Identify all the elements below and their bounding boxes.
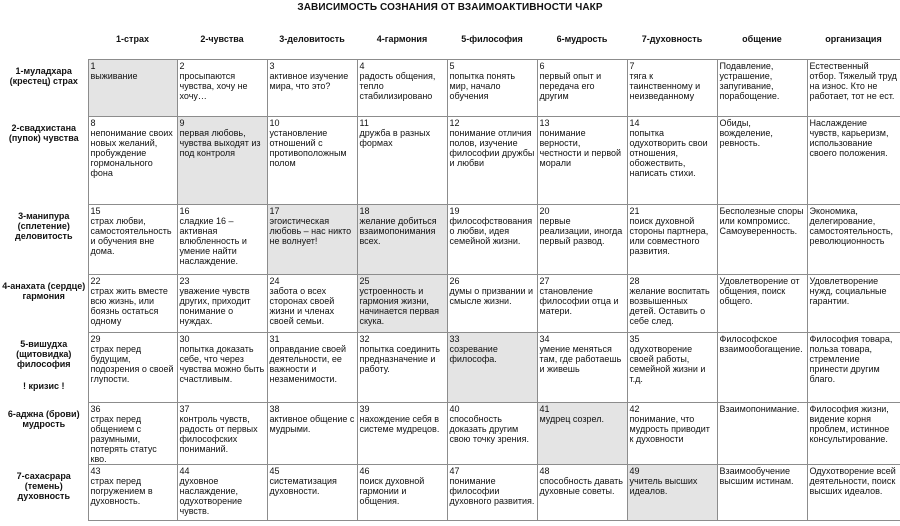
cell-number: 25: [359, 276, 370, 286]
table-cell: [357, 333, 447, 403]
column-header: организация: [825, 34, 882, 44]
column-header: 5-философия: [461, 34, 523, 44]
table-cell: [537, 465, 627, 521]
cell-text: систематизация духовности.: [269, 476, 337, 496]
cell-text: сладкие 16 – активная влюбленность и умение найти наслаждение.: [179, 216, 247, 266]
cell-text: Естественный отбор. Тяжелый труд на износ. Кто не работает, тот не ест.: [809, 61, 897, 101]
table-cell: [357, 205, 447, 275]
table-cell: [537, 117, 627, 205]
table-cell: [177, 465, 267, 521]
cell-text: духовное наслаждение, одухотворение чувств.: [179, 476, 243, 516]
cell-text: страх жить вместе всю жизнь, или боязнь остаться одному: [90, 286, 168, 326]
table-cell: [267, 60, 357, 117]
table-row: [0, 117, 900, 205]
table-cell: [357, 60, 447, 117]
table-cell: [88, 333, 177, 403]
table-cell: [807, 60, 900, 117]
cell-text: понимание отличия полов, изучение философии дружбы и любви: [449, 128, 535, 168]
cell-text: поиск духовной гармонии и общения.: [359, 476, 425, 506]
table-cell: [807, 275, 900, 333]
table-cell: [267, 275, 357, 333]
cell-number: 41: [539, 404, 550, 414]
cell-text: страх любви, самостоятельность и обучения вне дома.: [90, 216, 172, 256]
row-header: [0, 275, 88, 333]
table-cell: [447, 333, 537, 403]
cell-number: 33: [449, 334, 460, 344]
cell-text: попытка доказать себе, что через чувства можно быть счастливым.: [179, 344, 265, 384]
table-cell: [267, 465, 357, 521]
cell-text: Экономика, делегирование, самостоятельность, революционность: [809, 206, 894, 246]
cell-text: способность доказать другим свою точку зрения.: [449, 414, 530, 444]
cell-text: Удовлетворение нужд, социальные гарантии.: [809, 276, 887, 306]
table-cell: [447, 403, 537, 465]
table-cell: [627, 117, 717, 205]
cell-text: страх перед общением с разумными, потерять статус кво.: [90, 414, 157, 464]
cell-number: 40: [449, 404, 460, 414]
table-cell: [357, 275, 447, 333]
cell-number: 47: [449, 466, 460, 476]
row-header-label: 2-свадхистана (пупок) чувства: [8, 122, 79, 143]
table-cell: [88, 117, 177, 205]
row-header: [0, 60, 88, 117]
cell-number: 24: [269, 276, 280, 286]
table-cell: [177, 117, 267, 205]
crisis-label: ! кризис !: [22, 380, 65, 391]
table-cell: [807, 117, 900, 205]
table-cell: [447, 275, 537, 333]
cell-number: 15: [90, 206, 101, 216]
cell-text: философствования о любви, идея семейной жизни.: [449, 216, 533, 246]
cell-text: умение меняться там, где работаешь и живешь: [539, 344, 622, 374]
table-row: [0, 465, 900, 521]
table-row: [0, 60, 900, 117]
row-header-label: 7-сахасрара (темень) духовность: [16, 470, 71, 501]
cell-text: установление отношений с противоположным полом: [269, 128, 347, 168]
cell-number: 21: [629, 206, 640, 216]
table-cell: [717, 117, 807, 205]
cell-text: уважение чувств других, приходит понимание о нуждах.: [179, 286, 251, 326]
row-header: [0, 117, 88, 205]
cell-number: 23: [179, 276, 190, 286]
chakra-table: [0, 28, 900, 521]
cell-text: непонимание своих новых желаний, пробуждение гормонального фона: [90, 128, 173, 178]
cell-text: желание добиться взаимопонимания всех.: [359, 216, 437, 246]
cell-text: выживание: [90, 71, 138, 81]
table-cell: [717, 333, 807, 403]
cell-text: оправдание своей деятельности, ее важности и незаменимости.: [269, 344, 347, 384]
table-cell: [627, 60, 717, 117]
table-cell: [357, 465, 447, 521]
cell-text: поиск духовной стороны партнера, или совместного развития.: [629, 216, 709, 256]
cell-text: понимание верности, честности и первой морали: [539, 128, 622, 168]
table-cell: [88, 205, 177, 275]
cell-number: 14: [629, 118, 640, 128]
table-cell: [447, 465, 537, 521]
cell-text: первая любовь, чувства выходят из под контроля: [179, 128, 261, 158]
table-cell: [177, 333, 267, 403]
cell-text: Подавление, устрашение, запугивание, порабощение.: [719, 61, 780, 101]
cell-number: 9: [179, 118, 185, 128]
cell-text: нахождение себя в системе мудрецов.: [359, 414, 440, 434]
cell-text: попытка понять мир, начало обучения: [449, 71, 516, 101]
column-header: 7-духовность: [641, 34, 703, 44]
table-cell: [177, 275, 267, 333]
cell-text: Обиды, вожделение, ревность.: [719, 118, 773, 148]
cell-text: активное изучение мира, что это?: [269, 71, 349, 91]
cell-text: Философия жизни, видение корня проблем, истинное консультирование.: [809, 404, 890, 444]
cell-number: 42: [629, 404, 640, 414]
table-cell: [717, 275, 807, 333]
cell-text: первый опыт и передача его другим: [539, 71, 602, 101]
table-cell: [88, 60, 177, 117]
table-cell: [357, 117, 447, 205]
row-header: [0, 205, 88, 275]
table-cell: [627, 403, 717, 465]
cell-number: 5: [449, 61, 455, 71]
cell-number: 2: [179, 61, 185, 71]
cell-text: Философия товара, польза товара, стремление принести другим благо.: [809, 334, 893, 384]
cell-text: Наслаждение чувств, карьеризм, использование своего положения.: [809, 118, 889, 158]
cell-number: 17: [269, 206, 280, 216]
table-cell: [447, 117, 537, 205]
cell-number: 13: [539, 118, 550, 128]
row-header: [0, 333, 88, 403]
table-cell: [807, 465, 900, 521]
cell-number: 3: [269, 61, 275, 71]
cell-text: Удовлетворение от общения, поиск общего.: [719, 276, 800, 306]
cell-number: 20: [539, 206, 550, 216]
cell-number: 39: [359, 404, 370, 414]
cell-number: 29: [90, 334, 101, 344]
cell-text: становление философии отца и матери.: [539, 286, 619, 316]
cell-text: тяга к таинственному и неизведанному: [629, 71, 701, 101]
cell-text: страх перед погружением в духовность.: [90, 476, 153, 506]
cell-number: 27: [539, 276, 550, 286]
header-row: [0, 28, 900, 60]
table-cell: [88, 403, 177, 465]
cell-number: 46: [359, 466, 370, 476]
table-cell: [807, 205, 900, 275]
table-cell: [88, 465, 177, 521]
table-row: [0, 205, 900, 275]
row-header-label: 4-анахата (сердце) гармония: [2, 280, 86, 301]
column-header: 2-чувства: [200, 34, 244, 44]
cell-number: 44: [179, 466, 190, 476]
table-cell: [537, 205, 627, 275]
column-header: 4-гармония: [376, 34, 428, 44]
table-cell: [717, 60, 807, 117]
cell-text: забота о всех сторонах своей жизни и членах своей семьи.: [269, 286, 335, 326]
table-cell: [447, 60, 537, 117]
cell-number: 4: [359, 61, 365, 71]
cell-number: 37: [179, 404, 190, 414]
table-cell: [807, 333, 900, 403]
table-cell: [717, 403, 807, 465]
cell-text: активное общение с мудрыми.: [269, 414, 355, 434]
table-cell: [627, 465, 717, 521]
table-cell: [537, 60, 627, 117]
table-cell: [537, 275, 627, 333]
table-cell: [267, 333, 357, 403]
cell-number: 30: [179, 334, 190, 344]
cell-text: одухотворение своей работы, семейной жизни и т.д.: [629, 344, 706, 384]
cell-text: эгоистическая любовь – нас никто не волнует!: [269, 216, 352, 246]
cell-text: Взаимопонимание.: [719, 404, 800, 414]
cell-number: 34: [539, 334, 550, 344]
cell-text: дружба в разных формах: [359, 128, 431, 148]
cell-number: 48: [539, 466, 550, 476]
corner-header: [0, 28, 88, 60]
row-header-label: 3-манипура (сплетение) деловитость: [15, 210, 73, 241]
cell-number: 18: [359, 206, 370, 216]
table-cell: [627, 333, 717, 403]
table-cell: [267, 403, 357, 465]
cell-text: Философское взаимообогащение.: [719, 334, 803, 354]
table-cell: [537, 403, 627, 465]
cell-number: 6: [539, 61, 545, 71]
table-row: [0, 333, 900, 403]
table-cell: [627, 275, 717, 333]
cell-text: Одухотворение всей деятельности, поиск высших идеалов.: [809, 466, 896, 496]
cell-number: 7: [629, 61, 635, 71]
cell-number: 35: [629, 334, 640, 344]
table-cell: [537, 333, 627, 403]
cell-text: радость общения, тепло стабилизировано: [359, 71, 436, 101]
table-cell: [627, 205, 717, 275]
table-cell: [357, 403, 447, 465]
cell-number: 38: [269, 404, 280, 414]
cell-number: 49: [629, 466, 640, 476]
table-cell: [267, 117, 357, 205]
table-cell: [267, 205, 357, 275]
cell-number: 1: [90, 61, 96, 71]
table-cell: [447, 205, 537, 275]
cell-number: 11: [359, 118, 369, 128]
cell-text: страх перед будущим, подозрения о своей глупости.: [90, 344, 174, 384]
table-cell: [717, 465, 807, 521]
table-cell: [88, 275, 177, 333]
cell-text: понимание, что мудрость приводит к духовности: [629, 414, 710, 444]
column-header: 1-страх: [116, 34, 149, 44]
cell-number: 26: [449, 276, 460, 286]
table-cell: [177, 205, 267, 275]
cell-text: устроенность и гармония жизни, начинается первая скука.: [359, 286, 440, 326]
cell-number: 43: [90, 466, 101, 476]
row-header-label: 5-вишудха (щитовидка) философия: [16, 338, 72, 369]
table-row: [0, 403, 900, 465]
table-cell: [717, 205, 807, 275]
page-title: ЗАВИСИМОСТЬ СОЗНАНИЯ ОТ ВЗАИМОАКТИВНОСТИ ЧАКР: [297, 2, 603, 13]
cell-text: просыпаются чувства, хочу не хочу…: [179, 71, 248, 101]
cell-number: 8: [90, 118, 96, 128]
column-header: 6-мудрость: [556, 34, 608, 44]
cell-number: 19: [449, 206, 460, 216]
cell-text: понимание философии духовного развития.: [449, 476, 535, 506]
cell-text: мудрец созрел.: [539, 414, 605, 424]
cell-text: думы о призвании и смысле жизни.: [449, 286, 534, 306]
cell-number: 16: [179, 206, 190, 216]
cell-text: учитель высших идеалов.: [629, 476, 698, 496]
cell-number: 32: [359, 334, 370, 344]
table-cell: [807, 403, 900, 465]
cell-text: Бесполезные споры или компромисс. Самоуверенность.: [719, 206, 804, 236]
row-header: [0, 465, 88, 521]
cell-text: контроль чувств, радость от первых философских пониманий.: [179, 414, 258, 454]
row-header-label: 1-муладхара (крестец) страх: [9, 65, 78, 86]
cell-text: способность давать духовные советы.: [539, 476, 623, 496]
column-header: 3-деловитость: [279, 34, 345, 44]
cell-number: 45: [269, 466, 280, 476]
table-row: [0, 275, 900, 333]
cell-text: созревание философа.: [449, 344, 498, 364]
column-header: общение: [742, 34, 782, 44]
cell-number: 31: [269, 334, 280, 344]
cell-text: попытка одухотворить свои отношения, обожествить, написать стихи.: [629, 128, 708, 178]
table-cell: [177, 403, 267, 465]
cell-text: попытка соединить предназначение и работу.: [359, 344, 440, 374]
cell-number: 10: [269, 118, 280, 128]
cell-text: желание воспитать возвышенных детей. Оставить о себе след.: [629, 286, 710, 326]
row-header: [0, 403, 88, 465]
table-cell: [177, 60, 267, 117]
cell-text: Взаимообучение высшим истинам.: [719, 466, 794, 486]
cell-number: 36: [90, 404, 101, 414]
cell-number: 12: [449, 118, 460, 128]
cell-text: первые реализации, иногда первый развод.: [539, 216, 623, 246]
cell-number: 28: [629, 276, 640, 286]
cell-number: 22: [90, 276, 101, 286]
row-header-label: 6-аджна (брови) мудрость: [7, 408, 80, 429]
